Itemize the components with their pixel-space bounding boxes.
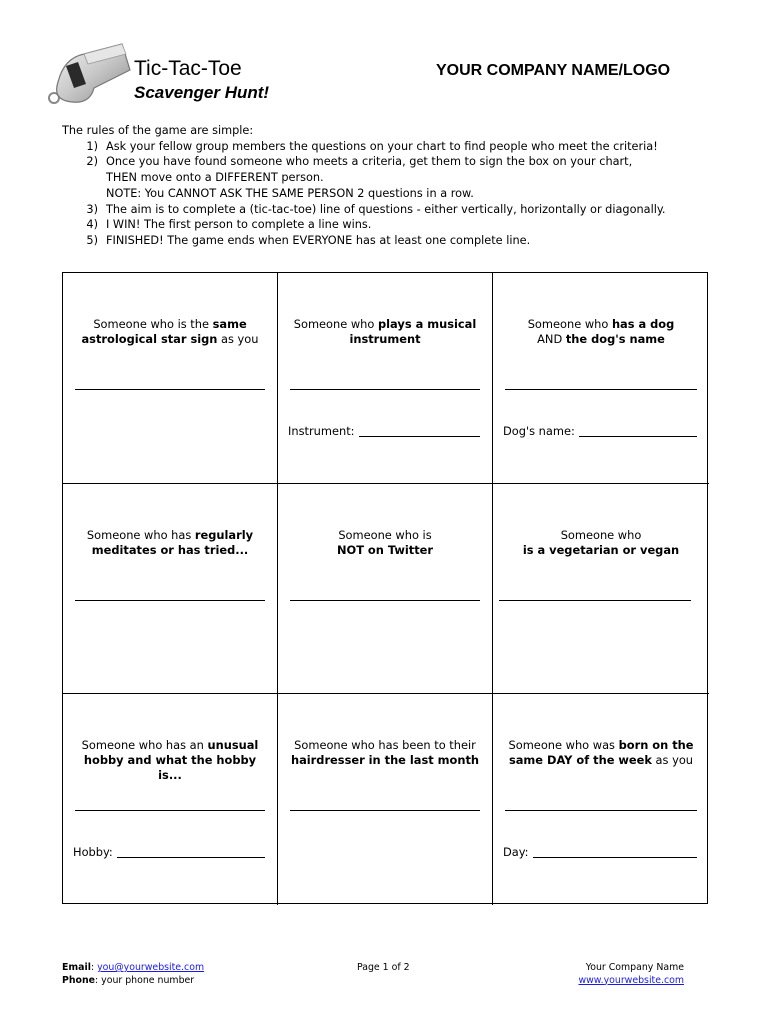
signature-line[interactable] [75,600,265,601]
rule-item: 4) I WIN! The first person to complete a line wins. [86,218,372,232]
phone-number: your phone number [101,974,195,986]
grid-cell[interactable] [63,273,278,484]
signature-line[interactable] [290,810,480,811]
grid-cell[interactable] [278,694,493,905]
cell-prompt: Someone who has regularly meditates or has tried... [86,528,254,557]
rule-item: 1) Ask your fellow group members the questions on your chart to find people who meet the criteria! [86,139,658,153]
page-number: Page 1 of 2 [357,962,410,973]
instrument-field[interactable]: Instrument: [288,424,480,439]
grid-cell[interactable] [493,273,709,484]
rule-item: 2) Once you have found someone who meets a criteria, get them to sign the box on your chart, [86,155,633,169]
cell-prompt: Someone who plays a musical instrument [293,317,477,346]
company-logo-placeholder: YOUR COMPANY NAME/LOGO [436,62,671,79]
signature-line[interactable] [75,389,265,390]
grid-cell[interactable] [63,694,278,905]
website-link[interactable]: www.yourwebsite.com [578,974,684,986]
tic-tac-toe-grid [62,272,708,904]
cell-prompt: Someone who has a dog AND the dog's name [527,317,675,346]
signature-line[interactable] [505,810,697,811]
day-field[interactable]: Day: [503,845,697,860]
grid-cell[interactable] [278,273,493,484]
cell-prompt: Someone who is a vegetarian or vegan [522,528,680,557]
document-title: Tic-Tac-Toe [134,57,242,80]
whistle-icon [44,40,134,106]
grid-cell[interactable] [278,484,493,694]
company-name: Your Company Name [585,962,684,973]
rule-item: 5) FINISHED! The game ends when EVERYONE has at least one complete line. [86,233,531,247]
email-link[interactable]: you@yourwebsite.com [97,962,205,973]
signature-line[interactable] [499,600,691,601]
cell-prompt: Someone who was born on the same DAY of the week as you [508,738,694,767]
grid-cell[interactable] [493,484,709,694]
cell-prompt: Someone who is NOT on Twitter [336,528,434,557]
rule-item: 3) The aim is to complete a (tic-tac-toe) line of questions - either vertically, horizontally or diagonally. [86,202,666,216]
email-label: Email [62,962,91,973]
rules-intro: The rules of the game are simple: [62,124,254,137]
signature-line[interactable] [290,600,480,601]
rule-item-continued: THEN move onto a DIFFERENT person. [106,171,324,185]
phone-label: Phone [62,974,96,986]
rules-section [62,123,722,249]
rule-item-note: NOTE: You CANNOT ASK THE SAME PERSON 2 questions in a row. [106,186,474,200]
cell-prompt: Someone who has an unusual hobby and what the hobby is... [81,738,259,782]
signature-line[interactable] [75,810,265,811]
footer-contact: Email: you@yourwebsite.com Phone: your phone number [62,962,205,986]
dog-name-field[interactable]: Dog's name: [503,424,697,439]
signature-line[interactable] [505,389,697,390]
cell-prompt: Someone who has been to their hairdresser in the last month [290,738,480,767]
hobby-field[interactable]: Hobby: [73,845,265,860]
footer-company [578,962,684,987]
cell-prompt: Someone who is the same astrological star sign as you [81,317,259,346]
document-subtitle: Scavenger Hunt! [134,83,270,102]
grid-cell[interactable] [63,484,278,694]
grid-cell[interactable] [493,694,709,905]
signature-line[interactable] [290,389,480,390]
